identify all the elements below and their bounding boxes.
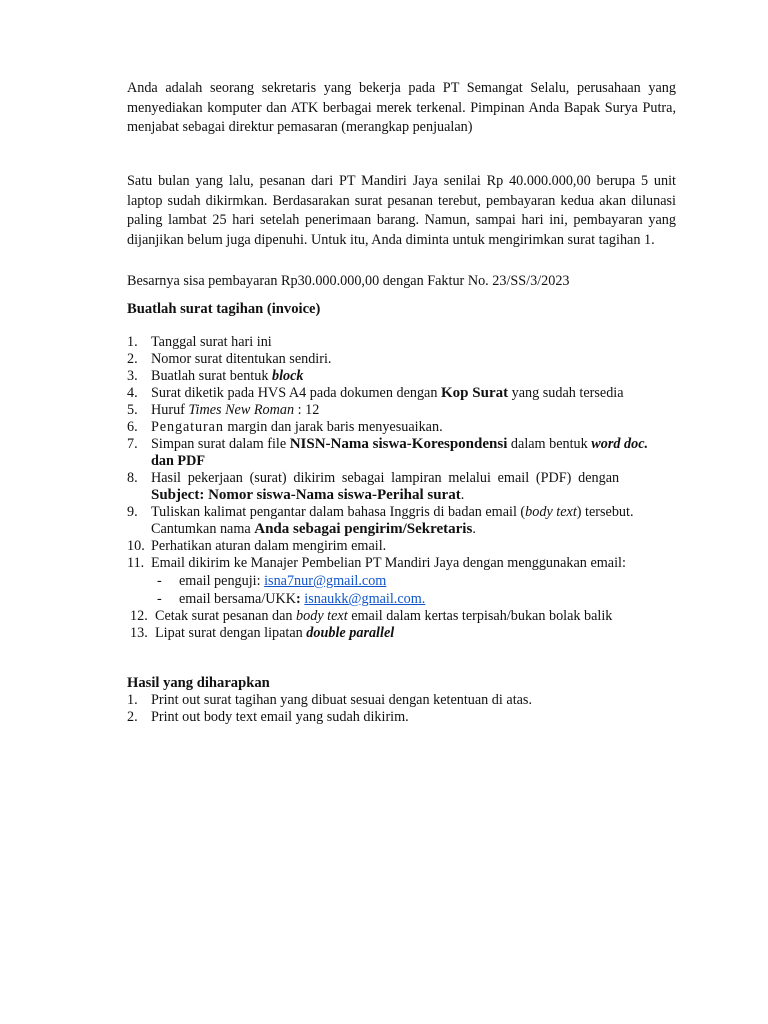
item-text xyxy=(151,504,634,521)
item-number: 4. xyxy=(127,385,138,401)
item-text-bold: Anda sebagai pengirim/Sekretaris xyxy=(254,521,473,537)
item-number: 2. xyxy=(127,351,138,367)
intro-paragraph-2-text: Satu bulan yang lalu, pesanan dari PT Mandiri Jaya senilai Rp 40.000.000,00 berupa 5 unit laptop sudah dikirmkan. Berdasarakan surat pesanan terebut, pembayaran kedua akan dilunasi paling lambat 25 hari setelah penerimaan barang. Namun, sampai hari ini, pembayaran yang dijanjikan belum juga dipenuhi. Untuk itu, Anda diminta untuk mengirimkan surat tagihan 1. xyxy=(127,173,676,248)
item-number: 5. xyxy=(127,402,138,418)
item-number: 1. xyxy=(127,692,138,708)
dash-bullet: - xyxy=(157,591,162,607)
item-text-tail: . xyxy=(460,487,465,503)
intro-paragraph-3 xyxy=(127,272,676,291)
item-text-plain: Buatlah surat bentuk xyxy=(151,368,272,384)
intro-paragraph-3-text: Besarnya sisa pembayaran Rp30.000.000,00 dengan Faktur No. 23/SS/3/2023 xyxy=(127,273,570,289)
item-text-emphasis: block xyxy=(271,368,304,384)
item-text-plain: margin dan jarak baris menyesuaikan. xyxy=(223,419,443,435)
email-shared-text xyxy=(179,591,425,608)
item-text-line2 xyxy=(151,487,464,504)
item-text-bold: Kop Surat xyxy=(441,385,509,401)
email-colon: : xyxy=(296,591,301,607)
item-text-tail: yang sudah tersedia xyxy=(508,385,624,401)
item-number: 1. xyxy=(127,334,138,350)
item-text: Hasil pekerjaan (surat) dikirim sebagai lampiran melalui email (PDF) dengan xyxy=(151,470,620,486)
intro-paragraph-1 xyxy=(127,79,676,138)
task-heading: Buatlah surat tagihan (invoice) xyxy=(127,301,321,317)
email-shared-link[interactable]: isnaukk@gmail.com. xyxy=(304,591,426,607)
item-text-plain: Tuliskan kalimat pengantar dalam bahasa Inggris di badan email ( xyxy=(151,504,526,520)
item-number: 11. xyxy=(127,555,145,571)
item-text-plain: Lipat surat dengan lipatan xyxy=(155,625,307,641)
item-text xyxy=(151,402,319,419)
item-number: 3. xyxy=(127,368,138,384)
item-text: Perhatikan aturan dalam mengirim email. xyxy=(151,538,387,554)
item-number: 6. xyxy=(127,419,138,435)
item-number: 2. xyxy=(127,709,138,725)
item-text: Email dikirim ke Manajer Pembelian PT Mandiri Jaya dengan menggunakan email: xyxy=(151,555,626,571)
item-text-bold: Subject: Nomor siswa-Nama siswa-Perihal surat xyxy=(151,487,461,503)
item-text xyxy=(155,608,612,625)
item-number: 12. xyxy=(130,608,148,624)
item-text-emphasis: word doc. xyxy=(591,436,649,452)
item-text-tail: email dalam kertas terpisah/bukan bolak balik xyxy=(347,608,613,624)
item-text xyxy=(151,385,624,402)
item-text: Print out body text email yang sudah dikirim. xyxy=(151,709,409,725)
item-text-emphasis: double parallel xyxy=(306,625,395,641)
item-text xyxy=(151,419,443,436)
email-label: email bersama/UKK xyxy=(179,591,297,607)
item-number: 10. xyxy=(127,538,145,554)
item-text-tail: : 12 xyxy=(294,402,320,418)
item-number: 13. xyxy=(130,625,148,641)
item-text-bold: NISN-Nama siswa-Korespondensi xyxy=(289,436,508,452)
item-text-bold-line2: dan PDF xyxy=(151,453,205,469)
item-text-emphasis: Times New Roman xyxy=(188,402,295,418)
item-text-tail: ) tersebut. xyxy=(576,504,634,520)
item-number: 9. xyxy=(127,504,138,520)
email-label: email penguji: xyxy=(179,573,265,589)
item-text xyxy=(151,368,304,385)
item-text-plain: Cetak surat pesanan dan xyxy=(155,608,297,624)
item-text xyxy=(151,436,648,453)
item-text: Nomor surat ditentukan sendiri. xyxy=(151,351,332,367)
email-examiner-text xyxy=(179,573,386,590)
item-text-line2 xyxy=(151,521,476,538)
item-text-plain: Surat diketik pada HVS A4 pada dokumen dengan xyxy=(151,385,441,401)
dash-bullet: - xyxy=(157,573,162,589)
item-text: Tanggal surat hari ini xyxy=(151,334,272,350)
item-text-emphasis: body text xyxy=(296,608,348,624)
item-text-mid: dalam bentuk xyxy=(507,436,592,452)
item-text-spaced: Pengaturan xyxy=(151,419,224,435)
item-text-emphasis: body text xyxy=(525,504,577,520)
item-text-plain: Cantumkan nama xyxy=(151,521,255,537)
item-text-plain: Simpan surat dalam file xyxy=(151,436,290,452)
item-text: Print out surat tagihan yang dibuat sesuai dengan ketentuan di atas. xyxy=(151,692,532,708)
item-text-plain: Huruf xyxy=(151,402,189,418)
result-heading: Hasil yang diharapkan xyxy=(127,675,270,691)
intro-paragraph-1-text: Anda adalah seorang sekretaris yang bekerja pada PT Semangat Selalu, perusahaan yang menyediakan komputer dan ATK berbagai merek terkenal. Pimpinan Anda Bapak Surya Putra, menjabat sebagai direktur pemasaran (merangkap penjualan) xyxy=(127,80,676,135)
item-text-tail: . xyxy=(472,521,476,537)
item-text xyxy=(155,625,394,642)
intro-paragraph-2 xyxy=(127,172,676,250)
item-number: 7. xyxy=(127,436,138,452)
email-examiner-link[interactable]: isna7nur@gmail.com xyxy=(264,573,387,589)
item-number: 8. xyxy=(127,470,138,486)
